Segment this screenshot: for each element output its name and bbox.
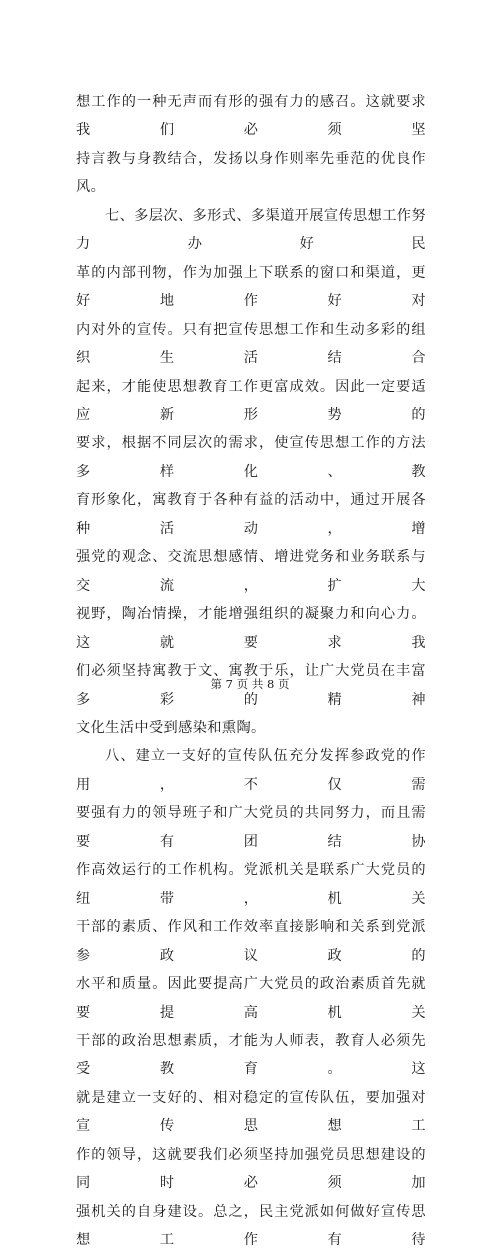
page-footer: 第 7 页 共 8 页 <box>210 677 290 691</box>
paragraph-section-7 <box>76 202 426 743</box>
text-line: 文化生活中受到感染和熏陶。 <box>76 719 266 736</box>
paragraph-section-8 <box>76 742 426 1254</box>
text-line: 要求，根据不同层次的需求，使宣传思想工作的方法多样化、教 <box>76 435 426 480</box>
text-line: 强机关的自身建设。总之，民主党派如何做好宣传思想工作有待 <box>76 1203 426 1249</box>
text-line: 干部的政治思想素质，才能为人师表，教育人必须先受教育。这 <box>76 1032 426 1078</box>
text-line: 七、多层次、多形式、多渠道开展宣传思想工作努力办好民 <box>76 207 426 253</box>
text-line: 强党的观念、交流思想感情、增进党务和业务联系与交流，扩大 <box>76 549 426 594</box>
text-line: 干部的素质、作风和工作效率直接影响和关系到党派参政议政的 <box>76 919 426 964</box>
text-line: 作的领导，这就要我们必须坚持加强党员思想建设的同时必须加 <box>76 1146 426 1192</box>
text-line: 作高效运行的工作机构。党派机关是联系广大党员的纽带，机关 <box>76 862 426 907</box>
text-line: 起来，才能使思想教育工作更富成效。因此一定要适应新形势的 <box>76 378 426 423</box>
text-line: 八、建立一支好的宣传队伍充分发挥参政党的作用，不仅需 <box>76 748 426 793</box>
text-line: 持言教与身教结合，发扬以身作则率先垂范的优良作风。 <box>76 150 426 196</box>
text-line: 革的内部刊物，作为加强上下联系的窗口和渠道，更好地作好对 <box>76 264 426 310</box>
text-line: 们必须坚持寓教于文、寓教于乐，让广大党员在丰富多彩的精神 <box>76 663 426 708</box>
text-line: 内对外的宣传。只有把宣传思想工作和生动多彩的组织生活结合 <box>76 321 426 367</box>
text-line: 就是建立一支好的、相对稳定的宣传队伍，要加强对宣传思想工 <box>76 1089 426 1135</box>
text-line: 水平和质量。因此要提高广大党员的政治素质首先就要提高机关 <box>76 976 426 1021</box>
text-line: 育形象化，寓教育于各种有益的活动中，通过开展各种活动，增 <box>76 492 426 537</box>
text-line: 要强有力的领导班子和广大党员的共同努力，而且需要有团结协 <box>76 805 426 850</box>
text-line: 想工作的一种无声而有形的强有力的感召。这就要求我们必须坚 <box>76 94 426 139</box>
document-body <box>76 88 426 1255</box>
paragraph-continuation <box>76 88 426 202</box>
text-line: 视野，陶冶情操，才能增强组织的凝聚力和向心力。这就要求我 <box>76 606 426 651</box>
